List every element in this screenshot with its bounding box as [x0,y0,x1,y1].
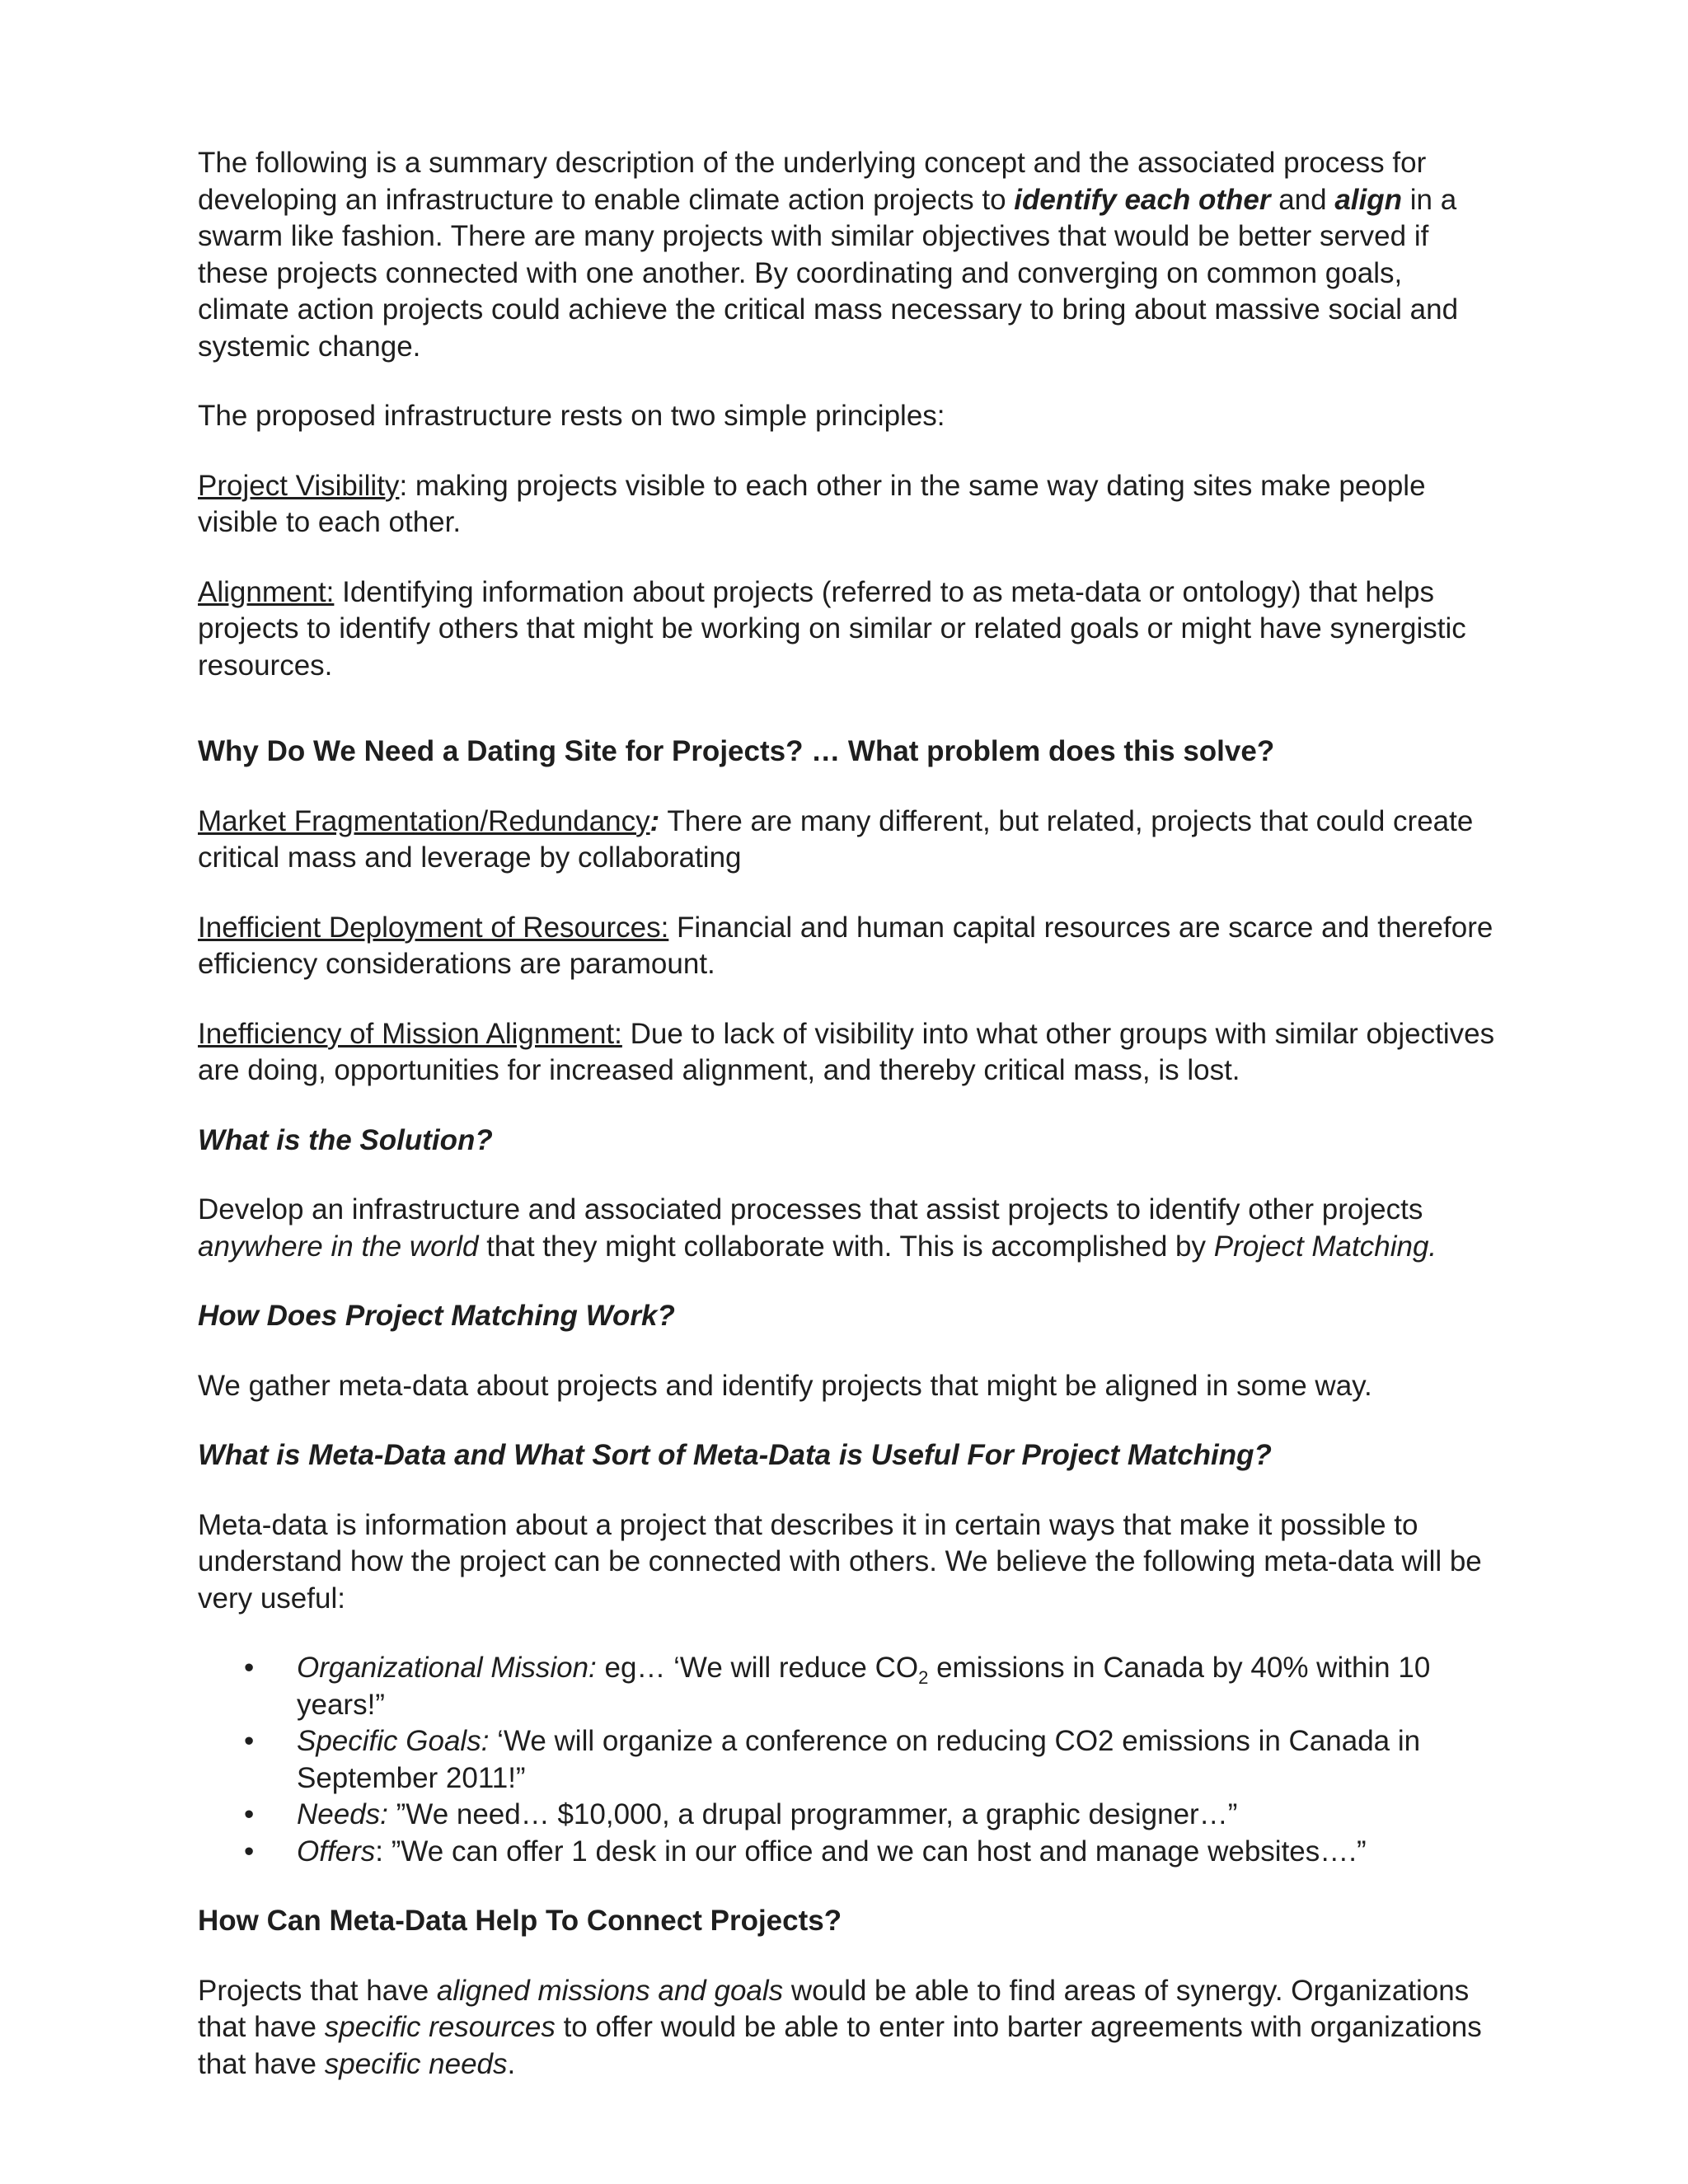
connect-paragraph [198,1973,1500,2083]
mission-label: Inefficiency of Mission Alignment: [198,1017,622,1050]
bullet-goals-label: Specific Goals: [297,1725,490,1757]
intro-emphasis-align: align [1334,183,1403,216]
connect-emphasis-needs: specific needs [324,2047,508,2080]
metadata-bullet-list [198,1650,1500,1870]
connect-text-4: . [507,2047,516,2080]
bullet-icon: • [244,1652,255,1684]
mission-text: Due to lack of visibility into what other groups with similar objectives are doing, opportunities for increased alignment, and thereby critical mass, is lost. [198,1017,1495,1086]
solution-text-1: Develop an infrastructure and associated processes that assist projects to identify other projects [198,1193,1423,1226]
intro-text-3: in a swarm like fashion. There are many projects with similar objectives that would be better served if these projects connected with one another. By coordinating and converging on common goals, climate action projects could achieve the critical mass necessary to bring about massive social and systemic change. [198,183,1459,363]
fragmentation-colon: : [649,804,660,837]
heading-solution: What is the Solution? [198,1123,493,1156]
bullet-icon: • [244,1725,255,1757]
list-item [198,1834,1500,1871]
intro-text-1: The following is a summary description of the underlying concept and the associated process for developing an infrastructure to enable climate action projects to [198,147,1427,216]
heading-why: Why Do We Need a Dating Site for Projects? … What problem does this solve? [198,735,1275,767]
fragmentation-label: Market Fragmentation/Redundancy [198,804,650,837]
heading-matching: How Does Project Matching Work? [198,1300,675,1332]
bullet-offers-text: : ”We can offer 1 desk in our office and we can host and manage websites….” [375,1835,1367,1868]
alignment-label: Alignment: [198,575,335,608]
alignment-paragraph [198,574,1500,685]
bullet-needs-text: ”We need… $10,000, a drupal programmer, a graphic designer…” [387,1798,1238,1830]
bullet-icon: • [244,1798,255,1830]
matching-paragraph: We gather meta-data about projects and identify projects that might be aligned in some way. [198,1369,1372,1402]
document-page [198,145,1500,2116]
connect-text-3: to offer would be able to enter into barter agreements with organizations that have [198,2011,1482,2080]
mission-paragraph [198,1016,1500,1090]
fragmentation-text: There are many different, but related, projects that could create critical mass and leverage by collaborating [198,804,1474,874]
deployment-label: Inefficient Deployment of Resources: [198,911,669,944]
list-item [198,1797,1500,1834]
deployment-paragraph [198,910,1500,983]
principles-lead: The proposed infrastructure rests on two simple principles: [198,400,945,432]
intro-paragraph [198,145,1500,365]
heading-connect: How Can Meta-Data Help To Connect Projects? [198,1905,842,1937]
list-item [198,1723,1500,1797]
intro-text-2: and [1270,183,1335,216]
bullet-goals-text: ‘We will organize a conference on reducing CO2 emissions in Canada in September 2011!” [297,1725,1421,1794]
intro-emphasis-identify: identify each other [1014,183,1271,216]
connect-text-2: would be able to find areas of synergy. Organizations that have [198,1974,1470,2043]
solution-emphasis-matching: Project Matching. [1213,1230,1437,1263]
deployment-text: Financial and human capital resources are scarce and therefore efficiency considerations are paramount. [198,911,1493,980]
list-item [198,1650,1500,1723]
solution-text-2: that they might collaborate with. This is accomplished by [478,1230,1214,1263]
connect-emphasis-missions: aligned missions and goals [436,1974,784,2007]
solution-emphasis-anywhere: anywhere in the world [198,1230,479,1263]
visibility-paragraph [198,468,1500,541]
metadata-paragraph: Meta-data is information about a project that describes it in certain ways that make it possible to understand how the project can be connected with others. We believe the following meta-data will be very useful: [198,1508,1482,1615]
connect-text-1: Projects that have [198,1974,437,2007]
bullet-needs-label: Needs: [297,1798,388,1830]
bullet-icon: • [244,1835,255,1868]
connect-emphasis-resources: specific resources [324,2011,556,2043]
bullet-mission-text-b: emissions in Canada by 40% within 10 years!” [297,1652,1431,1721]
bullet-mission-label: Organizational Mission: [297,1652,597,1684]
alignment-text: Identifying information about projects (referred to as meta-data or ontology) that helps projects to identify others that might be working on similar or related goals or might have synergistic resources. [198,575,1466,682]
heading-metadata: What is Meta-Data and What Sort of Meta-Data is Useful For Project Matching? [198,1439,1272,1471]
fragmentation-paragraph [198,804,1500,877]
bullet-mission-text-a: eg… ‘We will reduce CO [596,1652,919,1684]
bullet-offers-label: Offers [297,1835,376,1868]
bullet-mission-subscript: 2 [918,1667,929,1688]
visibility-text: : making projects visible to each other in the same way dating sites make people visible to each other. [198,469,1426,538]
visibility-label: Project Visibility [198,469,400,502]
solution-paragraph [198,1192,1500,1265]
